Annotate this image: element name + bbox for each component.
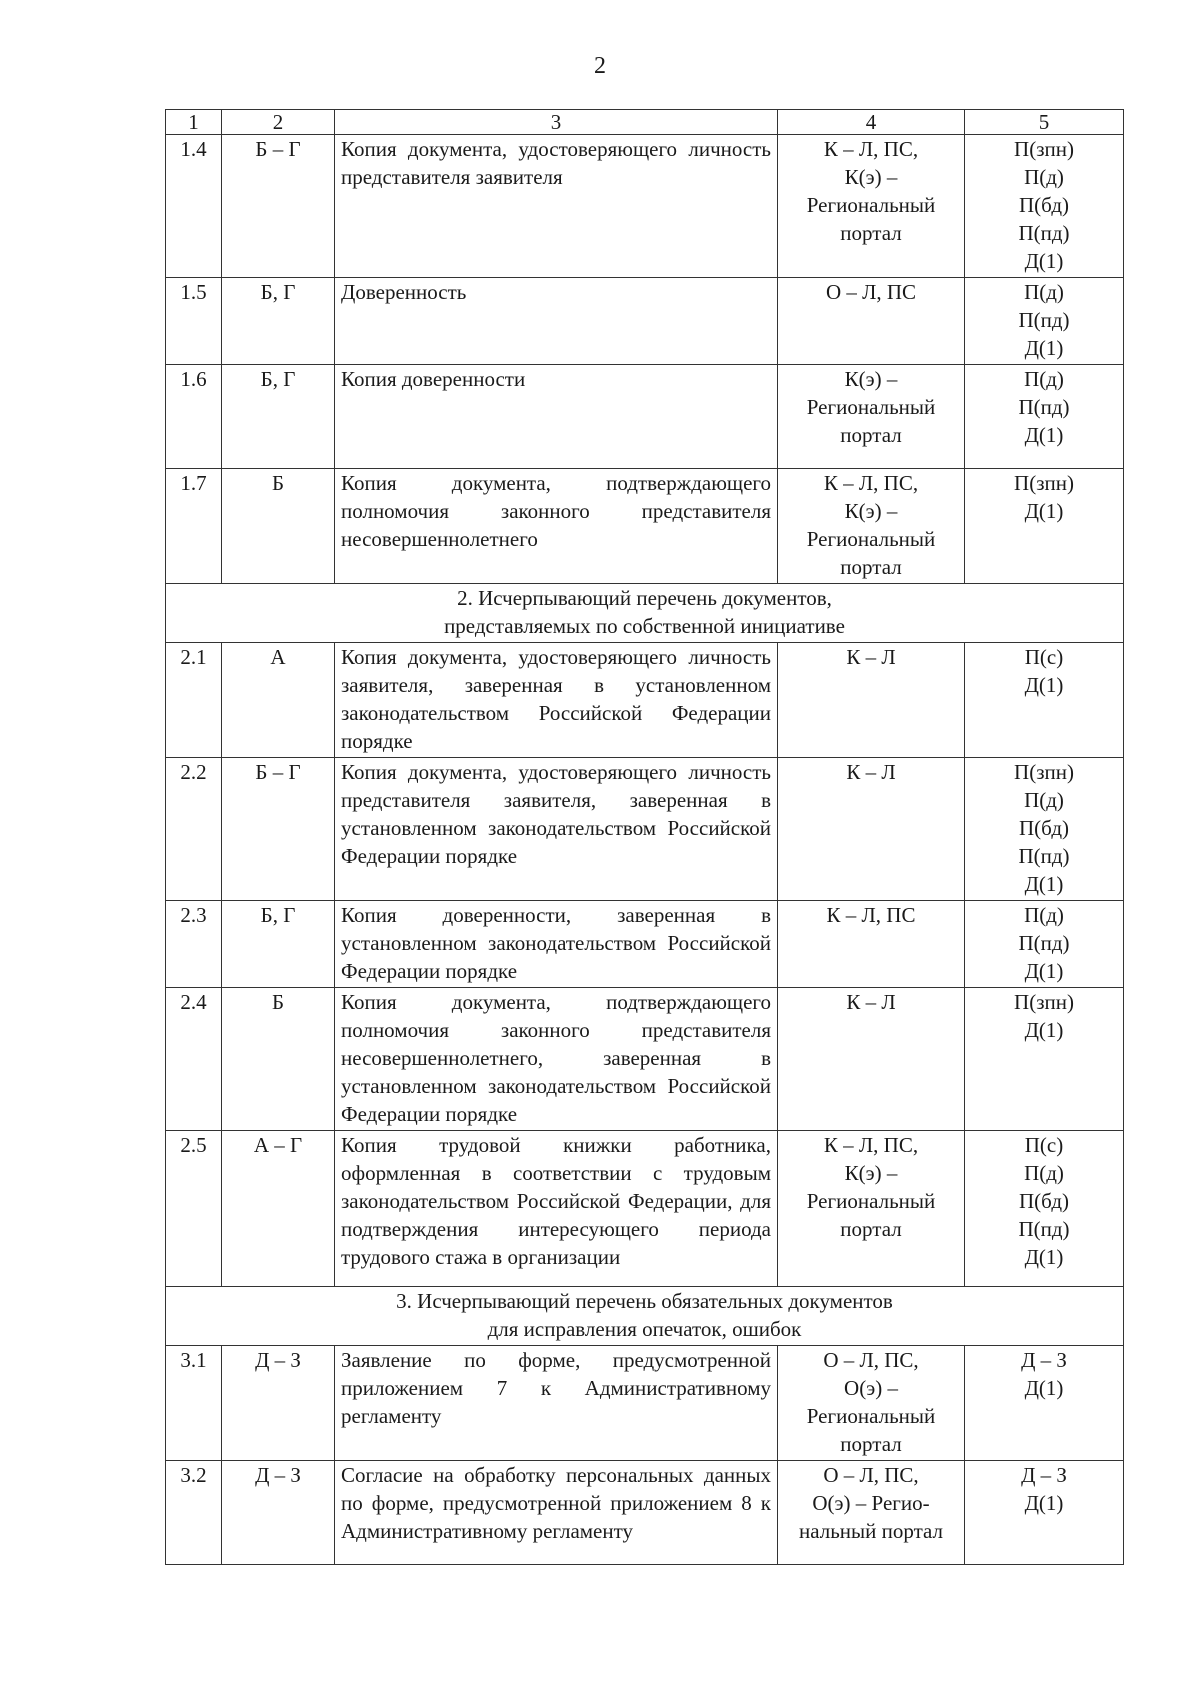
documents-table <box>165 109 1124 1565</box>
document-name: Согласие на обработку персональных данных по форме, предусмотренной приложением 8 к Административному регламенту <box>335 1461 778 1565</box>
document-code: П(с) <box>1024 645 1064 669</box>
table-body <box>166 135 1124 1565</box>
applicant-category: А <box>222 643 335 758</box>
submission-form-line: Региональный <box>806 1404 936 1428</box>
applicant-category: Б – Г <box>222 758 335 901</box>
document-code: П(д) <box>1024 367 1064 391</box>
document-codes <box>965 469 1124 584</box>
submission-form-line: портал <box>840 1432 902 1456</box>
submission-form-line: портал <box>840 555 902 579</box>
document-codes <box>965 135 1124 278</box>
submission-form-line: Региональный <box>806 1189 936 1213</box>
document-code: Д(1) <box>1024 336 1064 360</box>
submission-form-line: К – Л, ПС, <box>823 471 919 495</box>
item-number: 1.7 <box>166 469 222 584</box>
submission-form-line: О(э) – Регио- <box>812 1491 930 1515</box>
section-header-row <box>166 1287 1124 1346</box>
table-row <box>166 758 1124 901</box>
submission-form <box>778 988 965 1131</box>
submission-form <box>778 135 965 278</box>
submission-form <box>778 469 965 584</box>
document-codes <box>965 643 1124 758</box>
submission-form <box>778 1461 965 1565</box>
submission-form <box>778 758 965 901</box>
applicant-category: Д – З <box>222 1346 335 1461</box>
document-code: Д(1) <box>1024 1491 1064 1515</box>
document-code: П(зпн) <box>1014 471 1074 495</box>
table-row <box>166 988 1124 1131</box>
item-number: 3.1 <box>166 1346 222 1461</box>
section-header-row <box>166 584 1124 643</box>
document-code: П(д) <box>1024 903 1064 927</box>
applicant-category: Б – Г <box>222 135 335 278</box>
document-codes <box>965 988 1124 1131</box>
column-header: 4 <box>778 110 965 135</box>
submission-form-line: О – Л, ПС, <box>823 1463 919 1487</box>
section-title <box>166 1287 1124 1346</box>
column-header: 2 <box>222 110 335 135</box>
document-codes <box>965 365 1124 469</box>
applicant-category: А – Г <box>222 1131 335 1287</box>
submission-form-line: Региональный <box>806 527 936 551</box>
document-code: Д(1) <box>1024 1245 1064 1269</box>
document-code: П(д) <box>1024 165 1064 189</box>
item-number: 2.4 <box>166 988 222 1131</box>
table-row <box>166 365 1124 469</box>
submission-form-line: Региональный <box>806 395 936 419</box>
document-code: П(бд) <box>1019 816 1069 840</box>
applicant-category: Б, Г <box>222 901 335 988</box>
section-title-line: для исправления опечаток, ошибок <box>487 1317 802 1341</box>
document-codes <box>965 1461 1124 1565</box>
column-header: 3 <box>335 110 778 135</box>
column-header: 1 <box>166 110 222 135</box>
document-code: П(бд) <box>1019 193 1069 217</box>
table-row <box>166 135 1124 278</box>
section-title <box>166 584 1124 643</box>
submission-form-line: Региональный <box>806 193 936 217</box>
submission-form-line: К – Л, ПС <box>826 903 916 927</box>
table-row <box>166 1461 1124 1565</box>
submission-form <box>778 1346 965 1461</box>
submission-form <box>778 901 965 988</box>
document-code: Д(1) <box>1024 1018 1064 1042</box>
submission-form-line: О – Л, ПС <box>825 280 917 304</box>
submission-form <box>778 1131 965 1287</box>
submission-form-line: К – Л <box>846 645 896 669</box>
table-row <box>166 278 1124 365</box>
document-code: П(с) <box>1024 1133 1064 1157</box>
table-row <box>166 643 1124 758</box>
document-name: Доверенность <box>335 278 778 365</box>
document-codes <box>965 1131 1124 1287</box>
table-row <box>166 901 1124 988</box>
document-code: П(д) <box>1024 788 1064 812</box>
document-code: Д(1) <box>1024 423 1064 447</box>
document-codes <box>965 901 1124 988</box>
applicant-category: Б, Г <box>222 278 335 365</box>
item-number: 2.1 <box>166 643 222 758</box>
document-name: Копия документа, удостоверяющего личность представителя заявителя, заверенная в установленном законодательством Российской Федерации порядке <box>335 758 778 901</box>
document-code: П(пд) <box>1018 931 1070 955</box>
header-row <box>166 110 1124 135</box>
submission-form-line: К – Л, ПС, <box>823 137 919 161</box>
submission-form-line: К – Л <box>846 760 896 784</box>
submission-form-line: К(э) – <box>844 367 898 391</box>
document-code: Д(1) <box>1024 1376 1064 1400</box>
table-row <box>166 1346 1124 1461</box>
submission-form-line: К – Л, ПС, <box>823 1133 919 1157</box>
submission-form-line: портал <box>840 423 902 447</box>
document-name: Копия доверенности <box>335 365 778 469</box>
document-code: П(пд) <box>1018 844 1070 868</box>
submission-form-line: К(э) – <box>844 165 898 189</box>
table-row <box>166 1131 1124 1287</box>
document-name: Копия документа, подтверждающего полномочия законного представителя несовершеннолетнего <box>335 469 778 584</box>
section-title-line: 3. Исчерпывающий перечень обязательных документов <box>396 1289 893 1313</box>
document-name: Копия документа, удостоверяющего личность заявителя, заверенная в установленном законодательством Российской Федерации порядке <box>335 643 778 758</box>
item-number: 2.5 <box>166 1131 222 1287</box>
applicant-category: Б, Г <box>222 365 335 469</box>
document-code: Д(1) <box>1024 872 1064 896</box>
item-number: 3.2 <box>166 1461 222 1565</box>
submission-form <box>778 643 965 758</box>
document-code: Д(1) <box>1024 249 1064 273</box>
document-code: П(пд) <box>1018 395 1070 419</box>
item-number: 1.6 <box>166 365 222 469</box>
submission-form-line: К(э) – <box>844 499 898 523</box>
document-code: П(зпн) <box>1014 137 1074 161</box>
document-code: П(пд) <box>1018 221 1070 245</box>
item-number: 1.5 <box>166 278 222 365</box>
document-code: Д(1) <box>1024 959 1064 983</box>
section-title-line: представляемых по собственной инициативе <box>444 614 845 638</box>
document-name: Копия доверенности, заверенная в установленном законодательством Российской Федерации порядке <box>335 901 778 988</box>
document-code: П(зпн) <box>1014 760 1074 784</box>
submission-form-line: портал <box>840 221 902 245</box>
applicant-category: Б <box>222 988 335 1131</box>
document-codes <box>965 758 1124 901</box>
submission-form-line: нальный портал <box>798 1519 944 1543</box>
applicant-category: Б <box>222 469 335 584</box>
column-header: 5 <box>965 110 1124 135</box>
document-code: П(пд) <box>1018 308 1070 332</box>
document-code: Д – З <box>1021 1348 1067 1372</box>
item-number: 1.4 <box>166 135 222 278</box>
document-code: П(д) <box>1024 1161 1064 1185</box>
document-code: Д(1) <box>1024 499 1064 523</box>
submission-form-line: К – Л <box>846 990 896 1014</box>
document-codes <box>965 278 1124 365</box>
section-title-line: 2. Исчерпывающий перечень документов, <box>457 586 832 610</box>
document-name: Копия документа, удостоверяющего личность представителя заявителя <box>335 135 778 278</box>
submission-form-line: О(э) – <box>844 1376 898 1400</box>
document-code: Д(1) <box>1024 673 1064 697</box>
submission-form <box>778 278 965 365</box>
document-code: П(зпн) <box>1014 990 1074 1014</box>
submission-form-line: портал <box>840 1217 902 1241</box>
document-code: П(пд) <box>1018 1217 1070 1241</box>
document-code: Д – З <box>1021 1463 1067 1487</box>
document-name: Копия трудовой книжки работника, оформленная в соответствии с трудовым законодательством Российской Федерации, для подтверждения интересующего периода трудового стажа в организации <box>335 1131 778 1287</box>
document-code: П(бд) <box>1019 1189 1069 1213</box>
submission-form-line: К(э) – <box>844 1161 898 1185</box>
submission-form <box>778 365 965 469</box>
document-name: Копия документа, подтверждающего полномочия законного представителя несовершеннолетнего, заверенная в установленном законодательством Российской Федерации порядке <box>335 988 778 1131</box>
item-number: 2.3 <box>166 901 222 988</box>
document-name: Заявление по форме, предусмотренной приложением 7 к Административному регламенту <box>335 1346 778 1461</box>
applicant-category: Д – З <box>222 1461 335 1565</box>
document-codes <box>965 1346 1124 1461</box>
table-row <box>166 469 1124 584</box>
page-number: 2 <box>594 53 606 79</box>
document-code: П(д) <box>1024 280 1064 304</box>
submission-form-line: О – Л, ПС, <box>823 1348 919 1372</box>
item-number: 2.2 <box>166 758 222 901</box>
